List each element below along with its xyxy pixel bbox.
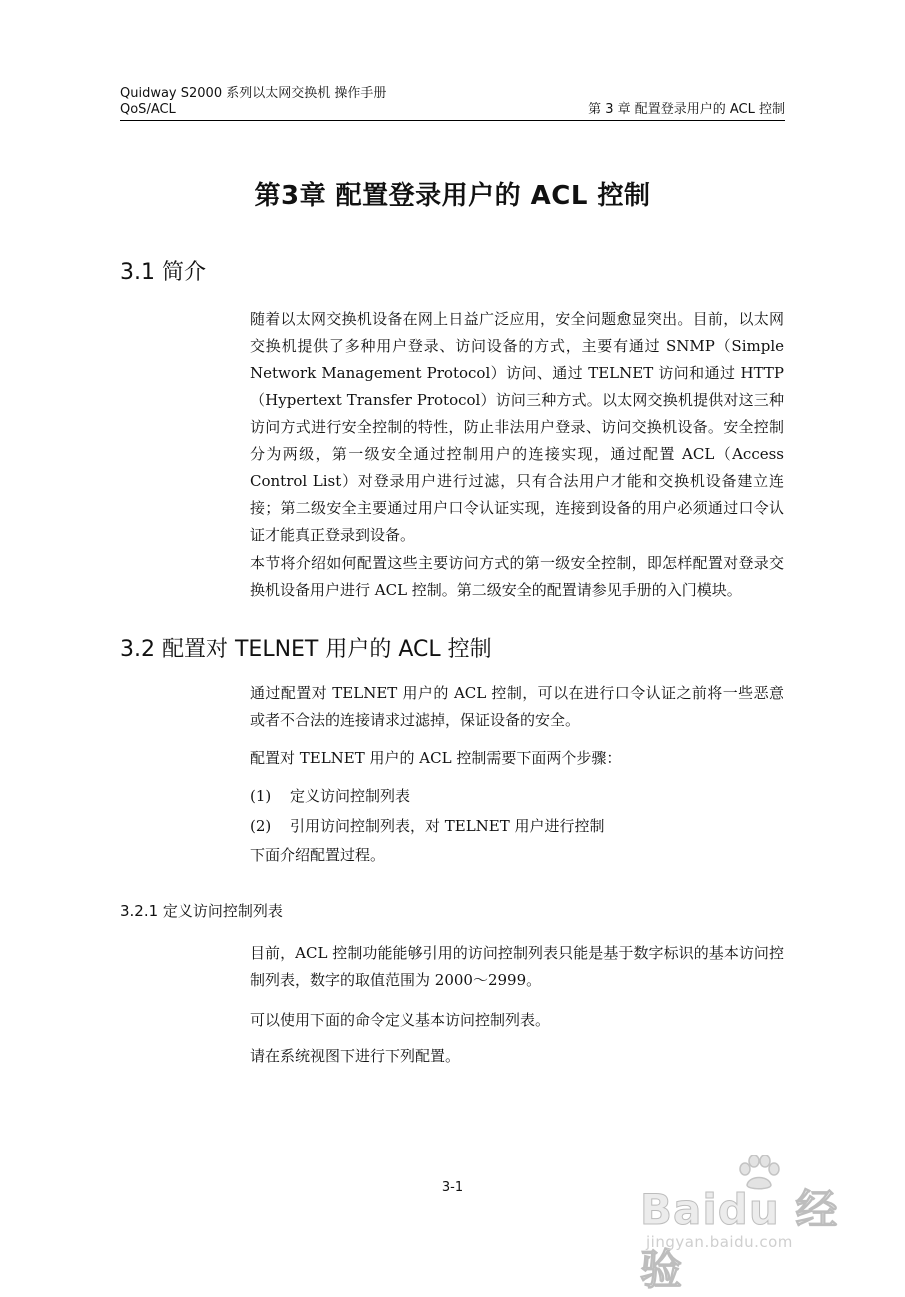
section-3-1-paragraph-2: 本节将介绍如何配置这些主要访问方式的第一级安全控制，即怎样配置对登录交换机设备用户进行 ACL 控制。第二级安全的配置请参见手册的入门模块。	[250, 554, 784, 599]
section-3-2-1-paragraph-2: 可以使用下面的命令定义基本访问控制列表。	[250, 1011, 551, 1029]
step-item	[250, 813, 605, 840]
section-3-2-paragraph-2: 配置对 TELNET 用户的 ACL 控制需要下面两个步骤：	[250, 749, 622, 767]
chapter-title: 第3章 配置登录用户的 ACL 控制	[254, 181, 651, 211]
step-number: (1)	[250, 787, 272, 805]
section-3-2-paragraph-3: 下面介绍配置过程。	[250, 846, 386, 864]
section-3-2-1-paragraph-1: 目前，ACL 控制功能能够引用的访问控制列表只能是基于数字标识的基本访问控制列表，数字的取值范围为 2000～2999。	[250, 944, 784, 989]
baidu-watermark	[640, 1155, 870, 1294]
page-number: 3-1	[441, 1180, 464, 1195]
step-number: (2)	[250, 817, 272, 835]
section-3-2-heading: 3.2 配置对 TELNET 用户的 ACL 控制	[120, 637, 492, 662]
header-divider	[120, 120, 785, 121]
header-manual-title: Quidway S2000 系列以太网交换机 操作手册	[120, 86, 387, 101]
watermark-url: jingyan.baidu.com	[646, 1233, 793, 1251]
section-3-1-paragraph-1: 随着以太网交换机设备在网上日益广泛应用，安全问题愈显突出。目前，以太网交换机提供了多种用户登录、访问设备的方式，主要有通过 SNMP（Simple Network Management Protocol）访问、通过 TELNET 访问和通过 HTTP（Hypertext Transfer Protocol）访问三种方式。以太网交换机提供对这三种访问方式进行安全控制的特性，防止非法用户登录、访问交换机设备。安全控制分为两级，第一级安全通过控制用户的连接实现，通过配置 ACL（Access Control List）对登录用户进行过滤，只有合法用户才能和交换机设备建立连接；第二级安全主要通过用户口令认证实现，连接到设备的用户必须通过口令认证才能真正登录到设备。	[250, 310, 784, 544]
header-module: QoS/ACL	[120, 102, 176, 117]
section-3-2-1-paragraph-3: 请在系统视图下进行下列配置。	[250, 1047, 461, 1065]
section-3-2-1-heading: 3.2.1 定义访问控制列表	[120, 902, 283, 920]
header-chapter: 第 3 章 配置登录用户的 ACL 控制	[588, 102, 785, 117]
step-item	[250, 783, 410, 810]
watermark-brand: Baidu 经验	[640, 1185, 839, 1294]
section-3-2-paragraph-1: 通过配置对 TELNET 用户的 ACL 控制，可以在进行口令认证之前将一些恶意或者不合法的连接请求过滤掉，保证设备的安全。	[250, 684, 784, 729]
step-text: 引用访问控制列表，对 TELNET 用户进行控制	[290, 817, 605, 835]
step-text: 定义访问控制列表	[290, 787, 411, 805]
page-header	[120, 86, 785, 118]
section-3-1-heading: 3.1 简介	[120, 260, 206, 285]
